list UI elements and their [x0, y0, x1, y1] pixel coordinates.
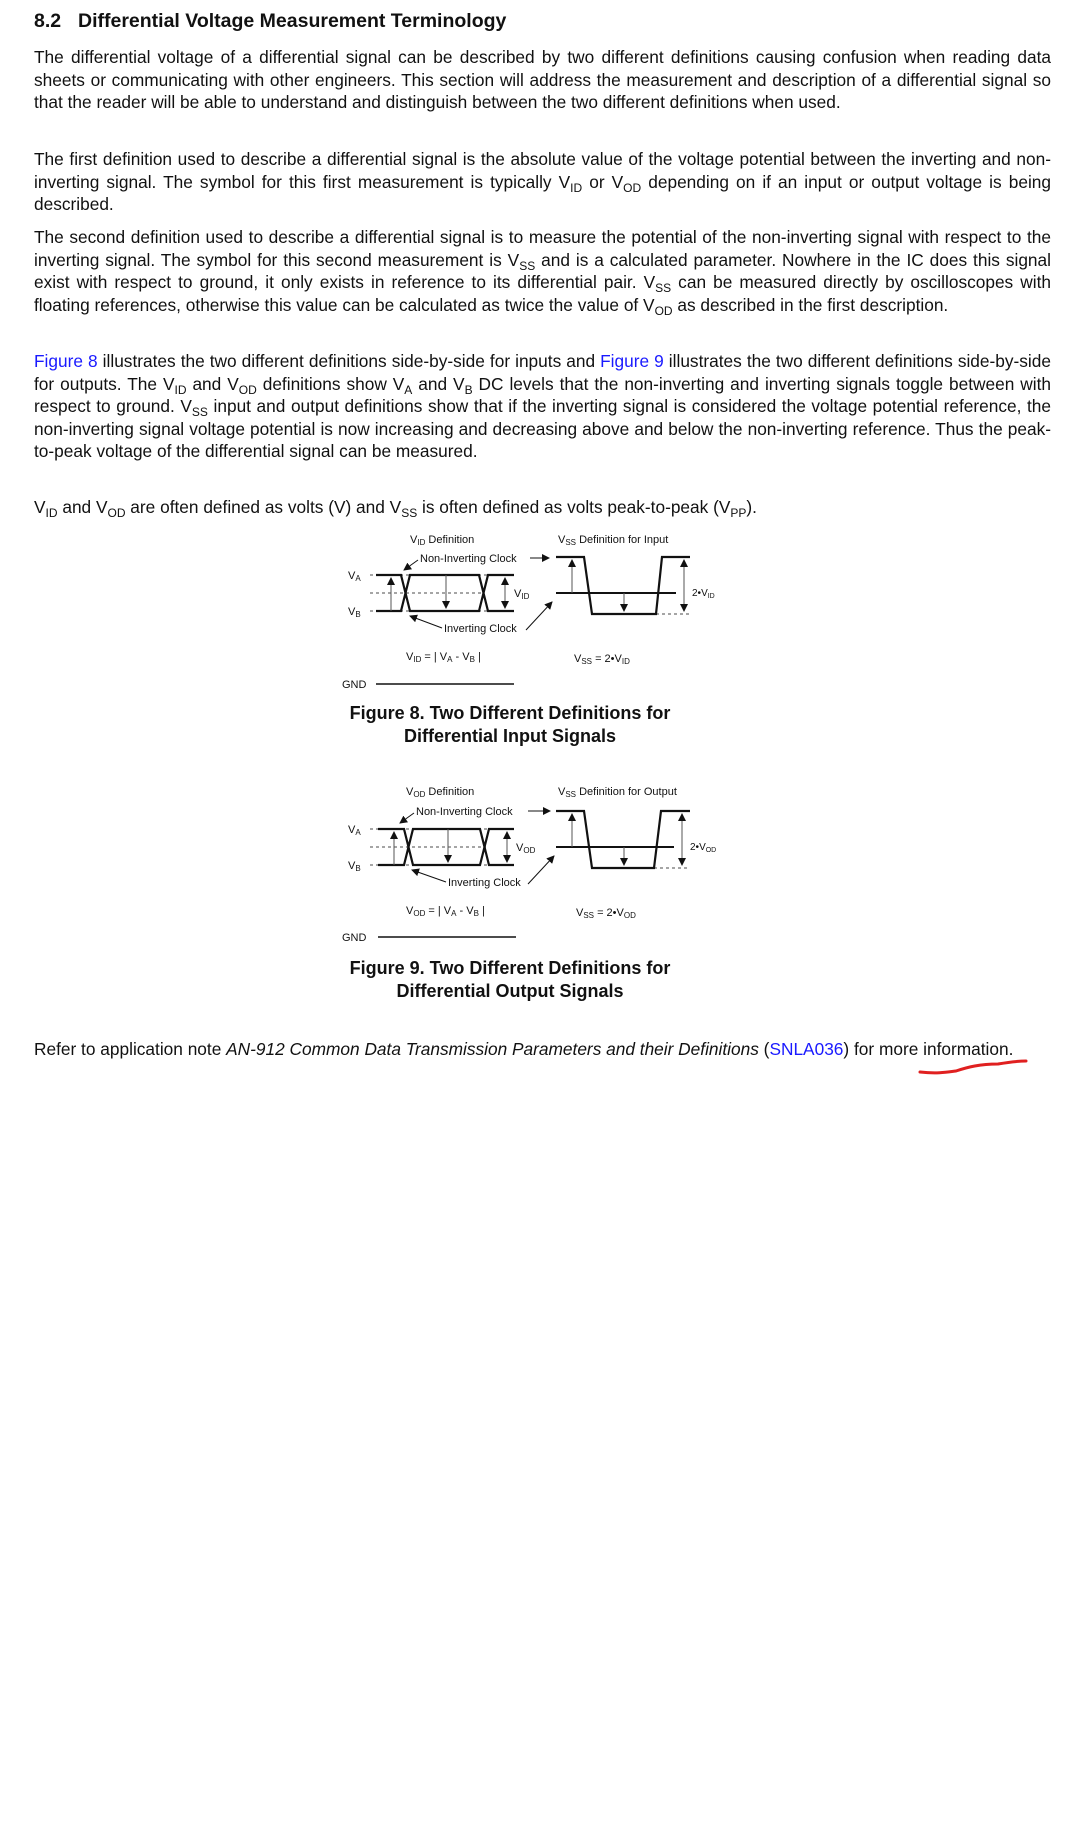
paragraph-reference: Refer to application note AN-912 Common Data Transmission Parameters and their Definitions (SNLA036) for more information. [34, 1039, 1014, 1059]
figure-9-diagram [330, 784, 750, 949]
figure-9-link[interactable]: Figure 9 [600, 351, 664, 371]
inverting-arrow-left [412, 870, 446, 882]
vod-definition-title: VOD Definition [406, 786, 475, 799]
gnd-label: GND [342, 932, 367, 944]
vid-definition-title: VID Definition [410, 534, 475, 547]
non-inverting-clock-label: Non-Inverting Clock [420, 553, 517, 565]
inverting-waveform [378, 829, 514, 865]
application-note-title: AN-912 Common Data Transmission Parameters and their Definitions [226, 1039, 759, 1059]
figure-9-caption [300, 957, 720, 1003]
section-number: 8.2 [34, 10, 62, 32]
vss-equation: VSS = 2•VID [574, 653, 630, 666]
section-title: Differential Voltage Measurement Terminology [78, 10, 507, 32]
figure-8-caption-line1: Figure 8. Two Different Definitions for [349, 703, 671, 723]
inverting-arrow-left [410, 616, 442, 628]
va-label: VA [348, 824, 361, 837]
figure-8-diagram [334, 532, 754, 697]
non-inverting-arrow-left [400, 813, 414, 823]
figure-9-caption-line2: Differential Output Signals [396, 981, 624, 1001]
gnd-label: GND [342, 679, 367, 691]
non-inverting-waveform [378, 829, 514, 865]
paragraph-figure-description: Figure 8 illustrates the two different definitions side-by-side for inputs and Figure 9 illustrates the two different definitions side-by-side for outputs. The $V_{ID}$ and $V_{OD}$ definitions show $V_A$ and $V_B$ DC levels that the non-inverting and inverting signals toggle between with respect to ground. $V_{SS}$ input and output definitions show that if the inverting signal is considered the voltage potential reference, the non-inverting signal voltage potential is now increasing and decreasing above and below the non-inverting reference. Thus the peak-to-peak voltage of the differential signal can be measured. [34, 351, 1052, 461]
snla036-link[interactable]: SNLA036 [769, 1039, 844, 1059]
vid-equation: VID = | VA - VB | [406, 651, 481, 664]
section-heading [34, 10, 506, 33]
vod-label: VOD [516, 842, 536, 855]
two-vid-label: $2•V_{ID}$ [692, 588, 715, 600]
inverting-arrow-right [528, 856, 554, 884]
va-label: VA [348, 570, 361, 583]
vss-waveform [556, 811, 690, 868]
vss-equation: VSS = 2•VOD [576, 907, 636, 920]
vss-definition-output-title: VSS Definition for Output [558, 786, 677, 799]
vss-waveform [556, 557, 690, 614]
paragraph-units: $V_{ID}$ and $V_{OD}$ are often defined as volts (V) and $V_{SS}$ is often defined as volts peak-to-peak $(V_{PP})$. [34, 497, 757, 520]
figure-8-svg [334, 532, 754, 692]
inverting-clock-label: Inverting Clock [444, 623, 517, 635]
vid-label: VID [514, 588, 530, 601]
figure-8-caption [300, 702, 720, 748]
non-inverting-clock-label: Non-Inverting Clock [416, 806, 513, 818]
vb-label: VB [348, 606, 361, 619]
figure-9-svg [330, 784, 750, 944]
red-underline-annotation [918, 1056, 1030, 1078]
vss-definition-input-title: VSS Definition for Input [558, 534, 669, 547]
paragraph-second-definition: The second definition used to describe a differential signal is to measure the potential of the non-inverting signal with respect to the inverting signal. The symbol for this second measurement is $V_{SS}$ and is a calculated parameter. Nowhere in the IC does this signal exist with respect to ground, it only exists in reference to its differential pair. $V_{SS}$ can be measured directly by oscilloscopes with floating references, otherwise this value can be calculated as twice the value of $V_{OD}$ as described in the first description. [34, 227, 1051, 318]
paragraph-intro: The differential voltage of a differential signal can be described by two different definitions causing confusion when reading data sheets or communicating with other engineers. This section will address the measurement and description of a differential signal so that the reader will be able to understand and distinguish between the two different definitions when used. [34, 47, 1051, 112]
figure-8-link[interactable]: Figure 8 [34, 351, 98, 371]
figure-8-caption-line2: Differential Input Signals [403, 726, 617, 746]
figure-9-caption-line1: Figure 9. Two Different Definitions for [349, 958, 671, 978]
two-vod-label: $2•V_{OD}$ [690, 842, 717, 854]
non-inverting-arrow-left [404, 560, 418, 570]
vb-label: VB [348, 860, 361, 873]
inverting-arrow-right [526, 602, 552, 630]
inverting-clock-label: Inverting Clock [448, 877, 521, 889]
paragraph-first-definition: The first definition used to describe a differential signal is the absolute value of the voltage potential between the inverting and non-inverting signal. The symbol for this first measurement is typically $V_{ID}$ or $V_{OD}$ depending on if an input or output voltage is being described. [34, 149, 1051, 214]
vod-equation: VOD = | VA - VB | [406, 905, 485, 918]
